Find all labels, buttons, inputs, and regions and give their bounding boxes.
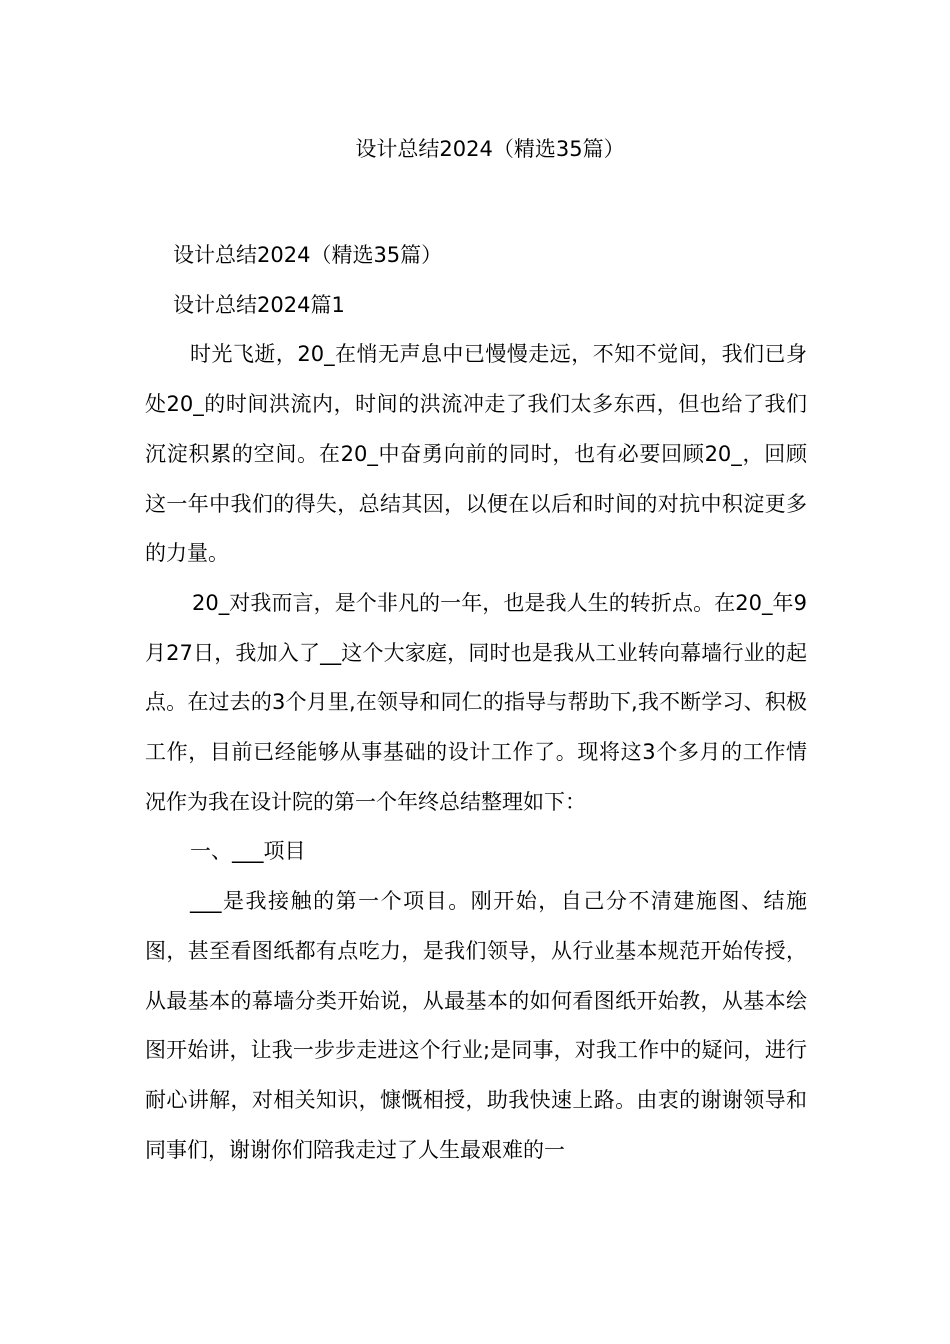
document-body: [145, 231, 807, 1175]
item-heading: 一、___项目: [190, 839, 306, 864]
paragraph-2: 20_对我而言，是个非凡的一年，也是我人生的转折点。在20_年9月27日，我加入了__这个大家庭，同时也是我从工业转向幕墙行业的起点。在过去的3个月里,在领导和同仁的指导与帮助下,我不断学习、积极工作，目前已经能够从事基础的设计工作了。现将这3个多月的工作情况作为我在设计院的第一个年终总结整理如下：: [145, 590, 807, 814]
document-title: 设计总结2024（精选35篇）: [355, 137, 625, 161]
section-heading: 设计总结2024篇1: [173, 292, 345, 317]
paragraph-1: 时光飞逝，20_在悄无声息中已慢慢走远，不知不觉间，我们已身处20_的时间洪流内，时间的洪流冲走了我们太多东西，但也给了我们沉淀积累的空间。在20_中奋勇向前的同时，也有必要回顾20_，回顾这一年中我们的得失，总结其因，以便在以后和时间的对抗中积淀更多的力量。: [145, 342, 807, 566]
document-subtitle: 设计总结2024（精选35篇）: [173, 243, 443, 267]
paragraph-3: ___是我接触的第一个项目。刚开始，自己分不清建施图、结施图，甚至看图纸都有点吃力，是我们领导，从行业基本规范开始传授，从最基本的幕墙分类开始说，从最基本的如何看图纸开始教，从基本绘图开始讲，让我一步步走进这个行业;是同事，对我工作中的疑问，进行耐心讲解，对相关知识，慷慨相授，助我快速上路。由衷的谢谢领导和同事们，谢谢你们陪我走过了人生最艰难的一: [145, 889, 807, 1162]
